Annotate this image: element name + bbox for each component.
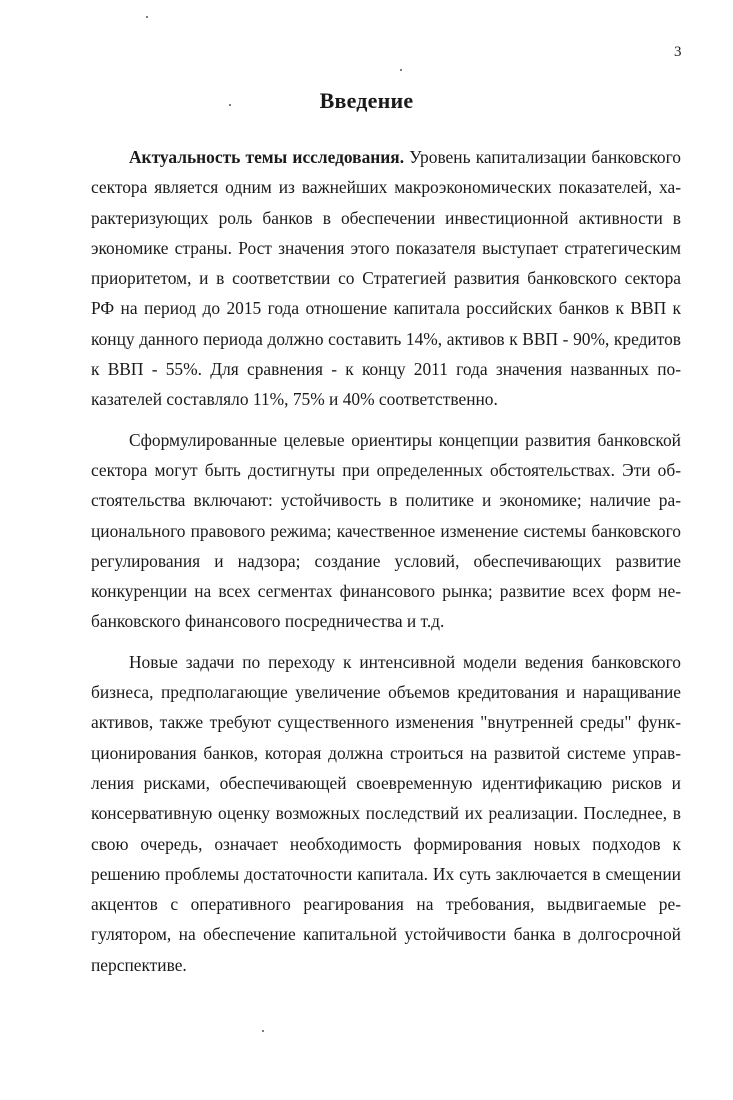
paragraph-text: Уровень капитализации банковского сектора является одним из важнейших макроэкономических показателей, характеризующих роль банков в обеспечении инвестиционной активности в экономике страны. Рост значения этого показателя выступает стратегическим приоритетом, и в соответствии со Стратегией развития банковского сектора РФ на период до 2015 года отношение капитала российских банков к ВВП к концу данного периода должно составить 14%, активов к ВВП - 90%, кредитов к ВВП - 55%. Для сравнения - к концу 2011 года значения названных показателей составляло 11%, 75% и 40% соответственно. bbox=[91, 147, 682, 410]
paragraph-2 bbox=[91, 425, 681, 637]
scan-speck bbox=[262, 1030, 264, 1032]
scan-speck bbox=[400, 69, 402, 71]
paragraph-3 bbox=[91, 647, 681, 980]
page-number: 3 bbox=[674, 44, 682, 60]
section-title: Введение bbox=[319, 88, 414, 113]
paragraph-text: Сформулированные целевые ориентиры концепции развития банковской сектора могут быть достигнуты при определенных обстоятельствах. Эти обстоятельства включают: устойчивость в политике и экономике; наличие рационального правового режима; качественное изменение системы банковского регулирования и надзора; создание условий, обеспечивающих развитие конкуренции на всех сегментах финансового рынка; развитие всех форм небанковского финансового посредничества и т.д. bbox=[91, 429, 681, 632]
paragraph-1 bbox=[91, 142, 681, 415]
document-body bbox=[91, 142, 681, 990]
scan-speck bbox=[146, 16, 148, 18]
paragraph-lead: Актуальность темы исследования. bbox=[129, 147, 405, 167]
paragraph-text: Новые задачи по переходу к интенсивной модели ведения банковского бизнеса, предполагающие увеличение объемов кредитования и наращивание активов, также требуют существенного изменения "внутренней среды" функционирования банков, которая должна строиться на развитой системе управления рисками, обеспечивающей своевременную идентификацию рисков и консервативную оценку возможных последствий их реализации. Последнее, в свою очередь, означает необходимость формирования новых подходов к решению проблемы достаточности капитала. Их суть заключается в смещении акцентов с оперативного реагирования на требования, выдвигаемые регулятором, на обеспечение капитальной устойчивости банка в долгосрочной перспективе. bbox=[91, 651, 681, 975]
